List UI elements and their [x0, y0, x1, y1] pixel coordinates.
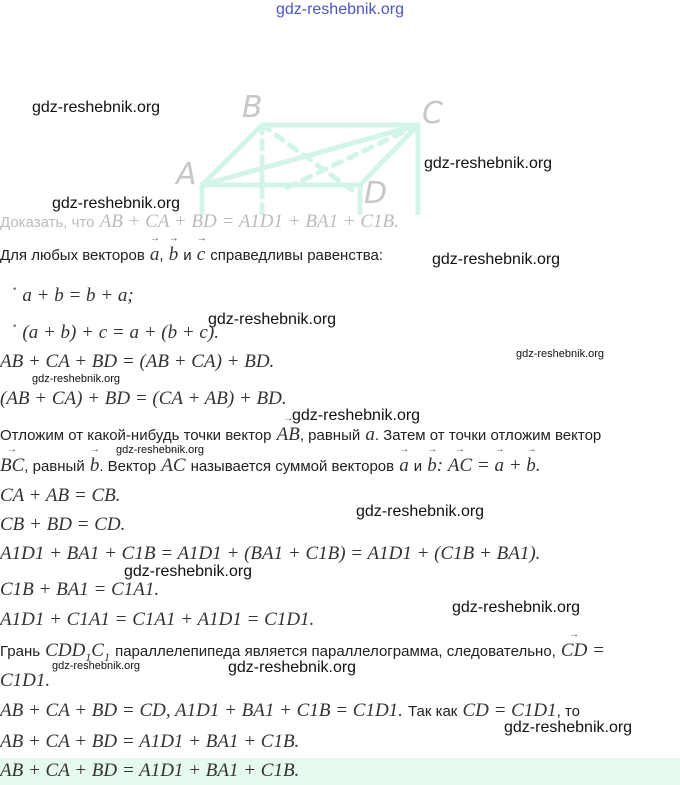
- statement-prefix: Доказать, что: [0, 214, 95, 231]
- watermark: gdz-reshebnik.org: [504, 719, 633, 736]
- parallelepiped-figure: [0, 0, 680, 215]
- intro-sep: ,: [159, 247, 164, 264]
- l12b-text: Так как: [408, 703, 458, 720]
- answer-line: AB + CA + BD = A1D1 + BA1 + C1B.: [0, 760, 300, 781]
- watermark: gdz-reshebnik.org: [424, 155, 553, 172]
- law-associative: • (a + b) + c = a + (b + c).: [12, 322, 219, 343]
- vertex-label-b: B: [242, 90, 263, 125]
- watermark: gdz-reshebnik.org: [228, 659, 357, 676]
- l4d-text: и: [413, 458, 423, 475]
- l3a-text: Отложим от какой-нибудь точки вектор: [0, 427, 272, 444]
- l12a-formula: AB + CA + BD = CD, A1D1 + BA1 + C1B = C1D1.: [0, 700, 403, 721]
- l10b-text: параллелепипеда является параллелограмма, следовательно,: [115, 643, 556, 660]
- l12c-formula: CD = C1D1: [462, 700, 557, 721]
- statement-formula: AB + CA + BD = A1D1 + BA1 + C1B.: [99, 211, 399, 232]
- site-link[interactable]: gdz-reshebnik.org: [275, 1, 405, 18]
- intro-text-1: Для любых векторов: [0, 247, 145, 264]
- watermark: gdz-reshebnik.org: [32, 373, 121, 385]
- l10a-text: Грань: [0, 643, 41, 660]
- watermark: gdz-reshebnik.org: [52, 660, 141, 672]
- intro-text-2: справедливы равенства:: [210, 247, 384, 264]
- vertex-label-a: A: [176, 157, 197, 192]
- intro-and: и: [183, 247, 192, 264]
- vertex-label-d: D: [364, 176, 388, 211]
- intro-line: Для любых векторов → a, → b и → c справедливы равенства:: [0, 244, 383, 266]
- watermark: gdz-reshebnik.org: [292, 407, 421, 424]
- watermark: gdz-reshebnik.org: [52, 195, 181, 212]
- l3b-text: , равный: [299, 427, 361, 444]
- text-line-10: Грань $CDD_1C_1$ параллелепипеда является параллелограмма, следовательно, → CD =: [0, 640, 605, 665]
- watermark: gdz-reshebnik.org: [116, 444, 205, 456]
- text-line-12: [0, 700, 580, 722]
- watermark: gdz-reshebnik.org: [452, 599, 581, 616]
- equation-line-11: C1D1.: [0, 670, 51, 691]
- equation-line-6: CB + BD = CD.: [0, 514, 126, 535]
- law-commutative: • a + b = b + a;: [12, 285, 134, 306]
- watermark: gdz-reshebnik.org: [124, 563, 253, 580]
- law-commutative-formula: a + b = b + a;: [22, 285, 134, 306]
- law-associative-formula: (a + b) + c = a + (b + c).: [22, 322, 219, 343]
- l3c-text: . Затем от точки отложим вектор: [374, 427, 602, 444]
- equation-line-7: A1D1 + BA1 + C1B = A1D1 + (BA1 + C1B) = A1D1 + (C1B + BA1).: [0, 543, 541, 564]
- equation-line-13: AB + CA + BD = A1D1 + BA1 + C1B.: [0, 731, 300, 752]
- l4a-text: , равный: [24, 458, 85, 475]
- equation-line-5: CA + AB = CB.: [0, 485, 121, 506]
- watermark: gdz-reshebnik.org: [208, 311, 337, 328]
- equation-line-2: (AB + CA) + BD = (CA + AB) + BD.: [0, 388, 287, 409]
- text-line-4: → BC, равный → b. Вектор → AC называется суммой векторов → a и → b: → AC = → a + → b.: [0, 455, 541, 477]
- watermark: gdz-reshebnik.org: [516, 348, 605, 360]
- problem-statement: [0, 211, 399, 233]
- watermark: gdz-reshebnik.org: [356, 503, 485, 520]
- watermark: gdz-reshebnik.org: [432, 251, 561, 268]
- equation-line-1: AB + CA + BD = (AB + CA) + BD.: [0, 351, 275, 372]
- vertex-label-c: C: [422, 96, 443, 131]
- l12d-text: , то: [556, 703, 580, 720]
- equation-line-8: C1B + BA1 = C1A1.: [0, 579, 160, 600]
- text-line-3: Отложим от какой-нибудь точки вектор → AB, равный → a. Затем от точки отложим вектор: [0, 424, 601, 446]
- l4c-text: называется суммой векторов: [190, 458, 395, 475]
- l4b-text: . Вектор: [99, 458, 157, 475]
- watermark: gdz-reshebnik.org: [32, 99, 161, 116]
- equation-line-9: A1D1 + C1A1 = C1A1 + A1D1 = C1D1.: [0, 609, 315, 630]
